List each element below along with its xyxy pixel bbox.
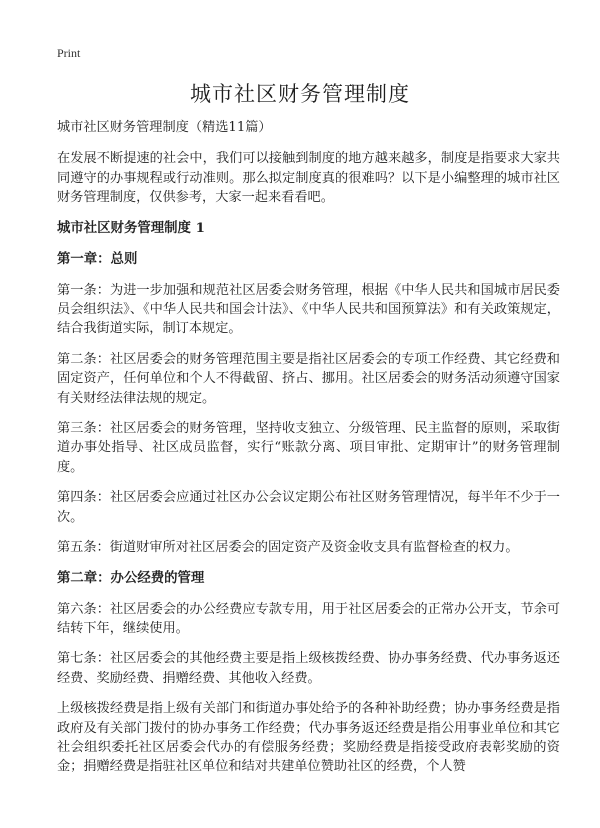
article-4: 第四条：社区居委会应通过社区办公会议定期公布社区财务管理情况，每半年不少于一次。 xyxy=(57,490,560,525)
chapter-heading-1: 第一章：总则 xyxy=(57,250,138,267)
print-link[interactable]: Print xyxy=(57,46,81,60)
section-title: 城市社区财务管理制度 1 xyxy=(57,219,205,236)
article-3: 第三条：社区居委会的财务管理，坚持收支独立、分级管理、民主监督的原则，采取街道办事处指导、社区成员监督，实行“账款分离、项目审批、定期审计”的财务管理制度。 xyxy=(57,421,560,475)
document-content xyxy=(57,118,560,788)
article-1: 第一条：为进一步加强和规范社区居委会财务管理，根据《中华人民共和国城市居民委员会组织法》、《中华人民共和国会计法》、《中华人民共和国预算法》和有关政策规定，结合我街道实际，制订本规定。 xyxy=(57,282,560,337)
article-2: 第二条：社区居委会的财务管理范围主要是指社区居委会的专项工作经费、其它经费和固定资产，任何单位和个人不得截留、挤占、挪用。社区居委会的财务活动须遵守国家有关财经法律法规的规定。 xyxy=(57,351,560,406)
intro-paragraph: 在发展不断提速的社会中，我们可以接触到制度的地方越来越多，制度是指要求大家共同遵守的办事规程或行动准则。那么拟定制度真的很难吗？以下是小编整理的城市社区财务管理制度，仅供参考，大家一起来看看吧。 xyxy=(57,151,560,206)
chapter-heading-2: 第二章：办公经费的管理 xyxy=(57,569,205,586)
page-title: 城市社区财务管理制度 xyxy=(190,82,410,106)
document-subtitle: 城市社区财务管理制度（精选11篇） xyxy=(57,120,272,135)
article-7: 第七条：社区居委会的其他经费主要是指上级核拨经费、协办事务经费、代办事务返还经费、奖励经费、捐赠经费、其他收入经费。 xyxy=(57,651,560,686)
article-6: 第六条：社区居委会的办公经费应专款专用，用于社区居委会的正常办公开支，节余可结转下年，继续使用。 xyxy=(57,601,560,636)
article-5: 第五条：街道财审所对社区居委会的固定资产及资金收支具有监督检查的权力。 xyxy=(57,540,519,556)
paragraph-funding-types: 上级核拨经费是指上级有关部门和街道办事处给予的各种补助经费；协办事务经费是指政府及有关部门拨付的协办事务工作经费；代办事务返还经费是指公用事业单位和其它社会组织委托社区居委会代办的有偿服务经费；奖励经费是指接受政府表彰奖励的资金；捐赠经费是指驻社区单位和结对共建单位赞助社区的经费，个人赞 xyxy=(57,701,560,775)
